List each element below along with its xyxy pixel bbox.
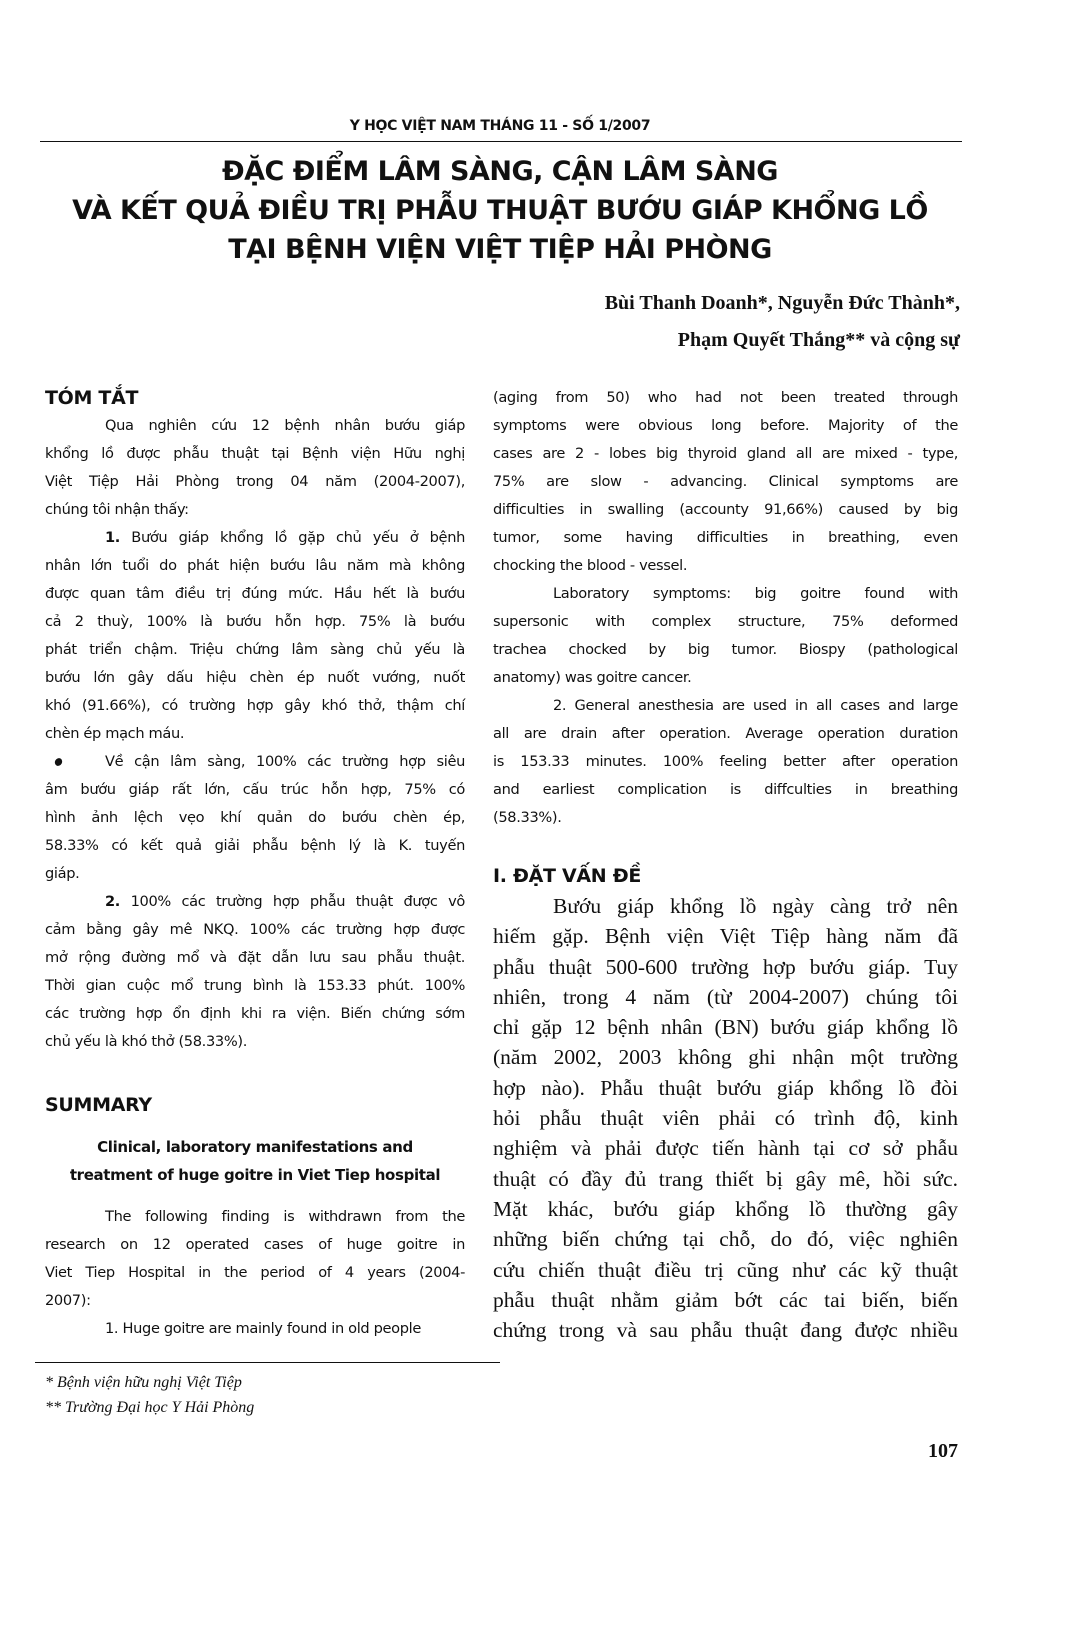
text-line bbox=[493, 636, 958, 664]
summary-subtitle-line: treatment of huge goitre in Viet Tiep hospital bbox=[69, 1166, 441, 1184]
article-title bbox=[40, 152, 960, 269]
line-text: chèn ép mạch máu. bbox=[45, 725, 185, 742]
text-line: cứu chiến thuật điều trị cũng như các kỹ thuật bbox=[493, 1257, 958, 1282]
text-line bbox=[45, 1287, 465, 1315]
text-line bbox=[45, 1259, 465, 1287]
summary-left-body bbox=[45, 1203, 465, 1343]
text-line bbox=[45, 580, 465, 608]
text-line bbox=[45, 468, 465, 496]
title-line: ĐẶC ĐIỂM LÂM SÀNG, CẬN LÂM SÀNG bbox=[222, 156, 778, 187]
text-line bbox=[45, 944, 465, 972]
text-line: hợp nào). Phẫu thuật bướu giáp khổng lồ đòi bbox=[493, 1075, 958, 1100]
text-line bbox=[45, 608, 465, 636]
text-line: nhiên, trong 4 năm (từ 2004-2007) chúng tôi bbox=[493, 984, 958, 1009]
line-text: giáp. bbox=[45, 865, 80, 882]
line-text: difficulties in swalling (accounty 91,66%) caused by big bbox=[493, 501, 958, 518]
text-line: Mặt khác, bướu giáp khổng lồ thường gây bbox=[493, 1196, 958, 1221]
line-text: cảm bằng gây mê NKQ. 100% các trường hợp được bbox=[45, 921, 465, 938]
line-text: nhân lớn tuổi do phát hiện bướu lâu năm mà không bbox=[45, 557, 465, 574]
summary-subtitle-line: Clinical, laboratory manifestations and bbox=[97, 1138, 413, 1156]
text-line bbox=[45, 692, 465, 720]
line-text: Viet Tiep Hospital in the period of 4 years (2004- bbox=[45, 1264, 465, 1281]
ink-blot-mark bbox=[53, 757, 63, 767]
text-line: hỏi phẫu thuật viên phải có trình độ, kinh bbox=[493, 1106, 958, 1131]
line-text: and earliest complication is diffculties in breathing bbox=[493, 781, 958, 798]
text-line bbox=[45, 552, 465, 580]
item-number: 2. bbox=[105, 893, 120, 910]
running-head: Y HỌC VIỆT NAM THÁNG 11 - SỐ 1/2007 bbox=[349, 118, 651, 134]
line-text: 2007): bbox=[45, 1292, 91, 1309]
line-text: tumor, some having difficulties in breathing, even bbox=[493, 529, 958, 546]
section-1-heading: I. ĐẶT VẤN ĐỀ bbox=[493, 865, 642, 887]
text-line: hiếm gặp. Bệnh viện Việt Tiệp hàng năm đã bbox=[493, 924, 958, 949]
text-line bbox=[493, 804, 958, 832]
text-line bbox=[493, 496, 958, 524]
line-text: 2. General anesthesia are used in all cases and large bbox=[553, 697, 958, 714]
line-text: The following finding is withdrawn from the bbox=[105, 1208, 465, 1225]
line-text: được quan tâm điều trị đúng mức. Hầu hết là bướu bbox=[45, 585, 465, 602]
text-line bbox=[45, 916, 465, 944]
line-text: Qua nghiên cứu 12 bệnh nhân bướu giáp bbox=[105, 417, 465, 434]
text-line bbox=[493, 580, 958, 608]
text-line bbox=[45, 1231, 465, 1259]
text-line bbox=[45, 1315, 465, 1343]
line-text: hình ảnh lệch vẹo khí quản do bướu chèn ép, bbox=[45, 809, 465, 826]
tomtat-body bbox=[45, 412, 465, 1056]
text-line: chứng trong và sau phẫu thuật đang được nhiều bbox=[493, 1318, 958, 1343]
line-text: cả 2 thuỳ, 100% là bướu hỗn hợp. 75% là bướu bbox=[45, 613, 465, 630]
line-text: anatomy) was goitre cancer. bbox=[493, 669, 692, 686]
text-line bbox=[45, 524, 465, 552]
section-1 bbox=[493, 862, 958, 1345]
text-line bbox=[45, 832, 465, 860]
text-line bbox=[493, 720, 958, 748]
text-line: chỉ gặp 12 bệnh nhân (BN) bướu giáp khổng lồ bbox=[493, 1015, 958, 1040]
text-line: những biến chứng tại chỗ, do đó, việc nghiên bbox=[493, 1227, 958, 1252]
page-number: 107 bbox=[928, 1440, 958, 1462]
line-text: phát triển chậm. Triệu chứng lâm sàng chủ yếu là bbox=[45, 641, 465, 658]
item-number: 1. bbox=[105, 529, 120, 546]
text-line: nghiệm và phải được tiến hành tại cơ sở phẫu bbox=[493, 1136, 958, 1161]
line-text: 1. Huge goitre are mainly found in old people bbox=[105, 1320, 421, 1337]
line-text: research on 12 operated cases of huge goitre in bbox=[45, 1236, 465, 1253]
line-text: (aging from 50) who had not been treated through bbox=[493, 389, 958, 406]
line-text: (58.33%). bbox=[493, 809, 562, 826]
title-line: VÀ KẾT QUẢ ĐIỀU TRỊ PHẪU THUẬT BƯỚU GIÁP KHỔNG LỒ bbox=[72, 195, 928, 226]
line-text: chocking the blood - vessel. bbox=[493, 557, 688, 574]
line-text: bướu lớn gây dấu hiệu chèn ép nuốt vướng, nuốt bbox=[45, 669, 465, 686]
text-line bbox=[45, 888, 465, 916]
line-text: khó (91.66%), có trường hợp gây khó thở, thậm chí bbox=[45, 697, 465, 714]
line-text: chủ yếu là khó thở (58.33%). bbox=[45, 1033, 247, 1050]
text-line bbox=[45, 412, 465, 440]
line-text: chúng tôi nhận thấy: bbox=[45, 501, 189, 518]
line-text: symptoms were obvious long before. Majority of the bbox=[493, 417, 958, 434]
section-1-body bbox=[493, 891, 958, 1345]
line-text: 100% các trường hợp phẫu thuật được vô bbox=[120, 893, 465, 910]
text-line bbox=[45, 496, 465, 524]
text-line bbox=[493, 440, 958, 468]
text-line bbox=[45, 440, 465, 468]
text-line: (năm 2002, 2003 không ghi nhận một trường bbox=[493, 1045, 958, 1070]
line-text: Laboratory symptoms: big goitre found with bbox=[553, 585, 958, 602]
text-line bbox=[45, 720, 465, 748]
text-line: thuật có đầy đủ trang thiết bị gây mê, hồi sức. bbox=[493, 1166, 958, 1191]
line-text: Về cận lâm sàng, 100% các trường hợp siêu bbox=[105, 753, 465, 770]
text-line bbox=[493, 608, 958, 636]
text-line bbox=[493, 776, 958, 804]
line-text: trachea chocked by big tumor. Biospy (pathological bbox=[493, 641, 958, 658]
text-line bbox=[493, 384, 958, 412]
line-text: Bướu giáp khổng lồ gặp chủ yếu ở bệnh bbox=[120, 529, 465, 546]
line-text: các trường hợp ổn định khi ra viện. Biến chứng sớm bbox=[45, 1005, 465, 1022]
footnote: ** Trường Đại học Y Hải Phòng bbox=[45, 1399, 255, 1416]
text-line: phẫu thuật nhằm giảm bớt các tai biến, biến bbox=[493, 1287, 958, 1312]
text-line bbox=[493, 552, 958, 580]
text-line bbox=[45, 776, 465, 804]
summary-right-body bbox=[493, 384, 958, 832]
text-line bbox=[45, 1000, 465, 1028]
summary-heading: SUMMARY bbox=[45, 1094, 152, 1116]
authors-line: Phạm Quyết Thắng** và cộng sự bbox=[677, 329, 960, 351]
authors-line: Bùi Thanh Doanh*, Nguyễn Đức Thành*, bbox=[604, 292, 960, 314]
text-line bbox=[493, 412, 958, 440]
line-text: cases are 2 - lobes big thyroid gland all are mixed - type, bbox=[493, 445, 958, 462]
text-line bbox=[493, 468, 958, 496]
line-text: 75% are slow - advancing. Clinical symptoms are bbox=[493, 473, 958, 490]
text-line bbox=[493, 664, 958, 692]
line-text: Thời gian cuộc mổ trung bình là 153.33 phút. 100% bbox=[45, 977, 465, 994]
text-line bbox=[45, 748, 465, 776]
header-rule bbox=[40, 141, 962, 142]
text-line bbox=[45, 664, 465, 692]
summary-section bbox=[45, 1091, 465, 1343]
text-line bbox=[45, 1028, 465, 1056]
text-line: phẫu thuật 500-600 trường hợp bướu giáp. Tuy bbox=[493, 954, 958, 979]
text-line bbox=[45, 804, 465, 832]
tomtat-section bbox=[45, 384, 465, 1056]
line-text: supersonic with complex structure, 75% deformed bbox=[493, 613, 958, 630]
tomtat-heading: TÓM TẮT bbox=[45, 387, 139, 409]
title-line: TẠI BỆNH VIỆN VIỆT TIỆP HẢI PHÒNG bbox=[228, 234, 772, 265]
line-text: âm bướu giáp rất lớn, cấu trúc hỗn hợp, 75% có bbox=[45, 781, 465, 798]
line-text: khổng lồ được phẫu thuật tại Bệnh viện Hữu nghị bbox=[45, 445, 465, 462]
text-line bbox=[493, 748, 958, 776]
text-line bbox=[493, 692, 958, 720]
text-line bbox=[45, 636, 465, 664]
footnote-rule bbox=[35, 1362, 500, 1363]
line-text: 58.33% có kết quả giải phẫu bệnh lý là K. tuyến bbox=[45, 837, 465, 854]
line-text: mở rộng đường mổ và đặt dẫn lưu sau phẫu thuật. bbox=[45, 949, 465, 966]
authors bbox=[480, 285, 960, 359]
text-line bbox=[45, 972, 465, 1000]
line-text: Việt Tiệp Hải Phòng trong 04 năm (2004-2007), bbox=[45, 473, 465, 490]
line-text: is 153.33 minutes. 100% feeling better after operation bbox=[493, 753, 958, 770]
text-line bbox=[45, 1203, 465, 1231]
footnote: * Bệnh viện hữu nghị Việt Tiệp bbox=[45, 1374, 242, 1391]
text-line bbox=[45, 860, 465, 888]
text-line: Bướu giáp khổng lồ ngày càng trở nên bbox=[553, 894, 958, 918]
text-line bbox=[493, 524, 958, 552]
line-text: all are drain after operation. Average operation duration bbox=[493, 725, 958, 742]
